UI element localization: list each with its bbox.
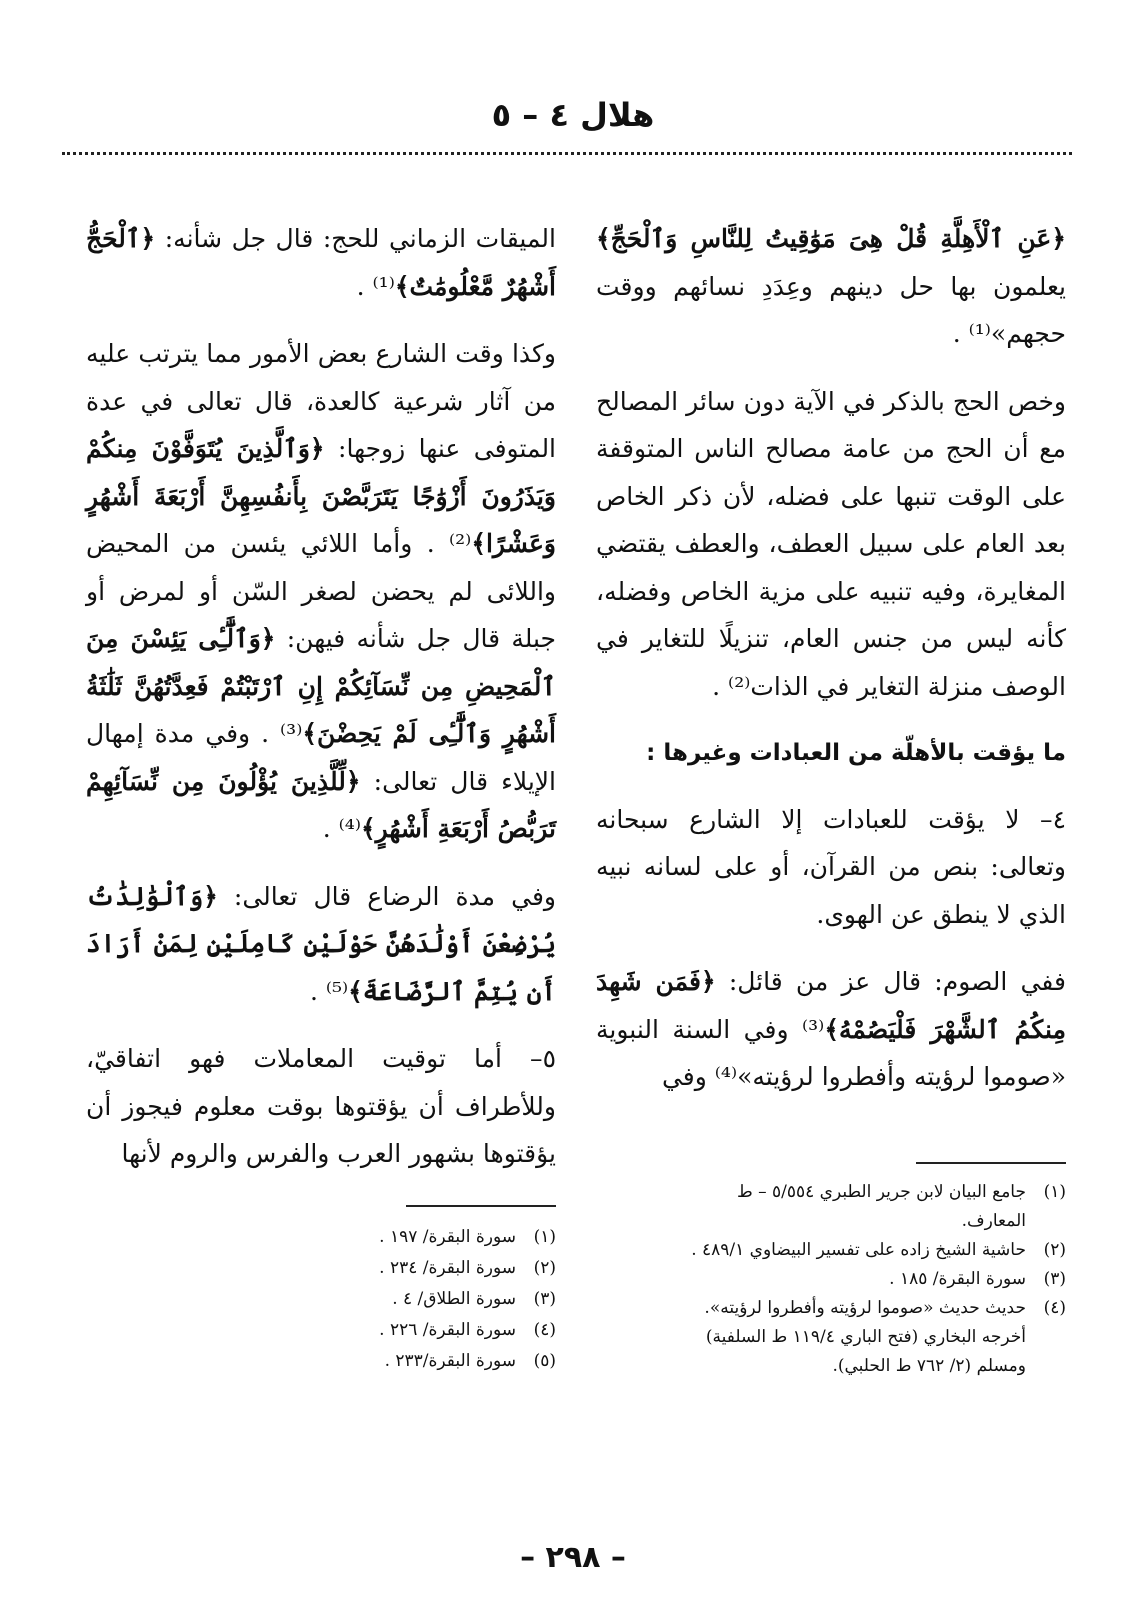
footnote: (٣)سورة البقرة/ ١٨٥ . — [889, 1269, 1066, 1289]
right-footnote-rule — [916, 1162, 1066, 1164]
paragraph-text: ⁽²⁾ . وأما اللائي يئسن من المحيض واللائى لم يحضن لصغر السّن أو لمرض أو جبلة قال جل شأنه فيهن: — [86, 529, 557, 653]
footnote-ref: ⁽⁵⁾ . — [309, 976, 349, 1006]
footnote-continuation: المعارف. — [961, 1211, 1026, 1231]
paragraph-text: يعلمون بها حل دينهم وعِدَدِ نسائهم ووقت حجهم»⁽¹⁾ . — [596, 271, 1066, 348]
paragraph-text: ففي الصوم: قال عز من قائل: — [715, 967, 1066, 996]
footnote-ref: ⁽⁴⁾ . — [322, 814, 361, 843]
footnote-continuation: أخرجه البخاري (فتح الباري ١١٩/٤ ط السلفية) — [705, 1327, 1026, 1347]
quran-verse: ﴿فَمَن شَهِدَ مِنكُمُ ٱلشَّهْرَ فَلْيَصُمْهُ﴾ — [596, 967, 1066, 1044]
right-paragraph-2: وخص الحج بالذكر في الآية دون سائر المصالح مع أن الحج من عامة مصالح الناس المتوقفة على الوقت تنبها على فضله، لأن ذكر الخاص بعد العام على سبيل العطف، والعطف يقتضي المغايرة، وفيه تنبيه على مزية الخاص وفضله، كأنه ليس من جنس العام، تنزيلًا للتغاير في الوصف منزلة التغاير في الذات⁽²⁾ . — [596, 386, 1066, 701]
footnote-continuation: ومسلم (٢/ ٧٦٢ ط الحلبي). — [832, 1356, 1026, 1376]
quran-verse: ﴿لِّلَّذِينَ يُؤْلُونَ مِن نِّسَآئِهِمْ تَرَبُّصُ أَرْبَعَةِ أَشْهُرٍ﴾ — [86, 766, 556, 843]
right-paragraph-1 — [596, 215, 1066, 358]
paragraph-text: ⁽³⁾ وفي السنة النبوية «صوموا لرؤيته وأفطروا لرؤيته»⁽⁴⁾ وفي — [596, 1014, 1066, 1091]
quran-verse: ﴿عَنِ ٱلْأَهِلَّةِ قُلْ هِىَ مَوَٰقِيتُ لِلنَّاسِ وَٱلْحَجِّ﴾ — [596, 224, 1066, 253]
quran-verse: ﴿وَٱلْوَٰلِدَٰتُ يُرْضِعْنَ أَوْلَٰدَهُنَّ حَوْلَيْنِ كَامِلَيْنِ لِمَنْ أَرَادَ أَن يُتِمَّ ٱلرَّضَاعَةَ﴾ — [86, 881, 556, 1006]
footnote: (٢)حاشية الشيخ زاده على تفسير البيضاوي ٤٨٩/١ . — [691, 1240, 1066, 1260]
right-paragraph-3: ٤– لا يؤقت للعبادات إلا الشارع سبحانه وتعالى: بنص من القرآن، أو على لسانه نبيه الذي لا ينطق عن الهوى. — [596, 804, 1066, 929]
left-column — [86, 215, 556, 1198]
footnote: (١)سورة البقرة/ ١٩٧ . — [379, 1227, 556, 1247]
footnote: (٢)سورة البقرة/ ٢٣٤ . — [379, 1258, 556, 1278]
footnote-ref: ⁽¹⁾ . — [356, 271, 395, 301]
quran-verse: ﴿وَٱلَّذِينَ يُتَوَفَّوْنَ مِنكُمْ وَيَذَرُونَ أَزْوَٰجًا يَتَرَبَّصْنَ بِأَنفُسِهِنَّ أَرْبَعَةَ أَشْهُرٍ وَعَشْرًا﴾ — [86, 434, 556, 558]
footnote: (٣)سورة الطلاق/ ٤ . — [392, 1289, 556, 1309]
paragraph-text: وكذا وقت الشارع بعض الأمور مما يترتب عليه من آثار شرعية كالعدة، قال تعالى في عدة المتوفى عنها زوجها: — [86, 339, 557, 463]
left-paragraph-2 — [86, 330, 556, 853]
header-divider — [62, 152, 1072, 155]
left-footnote-rule — [406, 1205, 556, 1207]
quran-verse: ﴿ٱلْحَجُّ أَشْهُرٌ مَّعْلُومَٰتٌ﴾ — [86, 224, 556, 301]
left-paragraph-4: ٥– أما توقيت المعاملات فهو اتفاقيّ، وللأطراف أن يؤقتوها بوقت معلوم فيجوز أن يؤقتوها بشهور العرب والفرس والروم لأنها — [86, 1044, 556, 1168]
page-number: – ٢٩٨ – — [520, 1540, 626, 1575]
right-column — [596, 215, 1066, 1121]
right-footnotes — [596, 1178, 1066, 1381]
right-paragraph-4 — [596, 958, 1066, 1101]
footnote: (٤)حديث حديث «صوموا لرؤيته وأفطروا لرؤيته». — [704, 1298, 1066, 1318]
section-heading: ما يؤقت بالأهلّة من العبادات وغيرها : — [646, 740, 1066, 766]
left-paragraph-3 — [86, 873, 556, 1016]
footnote: (٤)سورة البقرة/ ٢٢٦ . — [379, 1320, 556, 1340]
footnote: (٥)سورة البقرة/٢٣٣ . — [384, 1351, 556, 1371]
paragraph-text: وفي مدة الرضاع قال تعالى: — [217, 881, 556, 911]
paragraph-text: الميقات الزماني للحج: قال جل شأنه: — [164, 224, 556, 253]
paragraph-text: ⁽³⁾ . وفي مدة إمهال الإيلاء قال تعالى: — [86, 719, 556, 796]
left-paragraph-1 — [86, 215, 556, 310]
quran-verse: ﴿وَٱلَّٰٓـِٔى يَئِسْنَ مِنَ ٱلْمَحِيضِ مِن نِّسَآئِكُمْ إِنِ ٱرْتَبْتُمْ فَعِدَّتُهُنَّ ثَلَٰثَةُ أَشْهُرٍ وَٱلَّٰٓـِٔى لَمْ يَحِضْنَ﴾ — [86, 624, 557, 748]
left-footnotes — [86, 1222, 556, 1377]
page-header: هلال ٤ – ٥ — [491, 96, 655, 134]
footnote: (١)جامع البيان لابن جرير الطبري ٥/٥٥٤ – ط — [736, 1182, 1066, 1202]
